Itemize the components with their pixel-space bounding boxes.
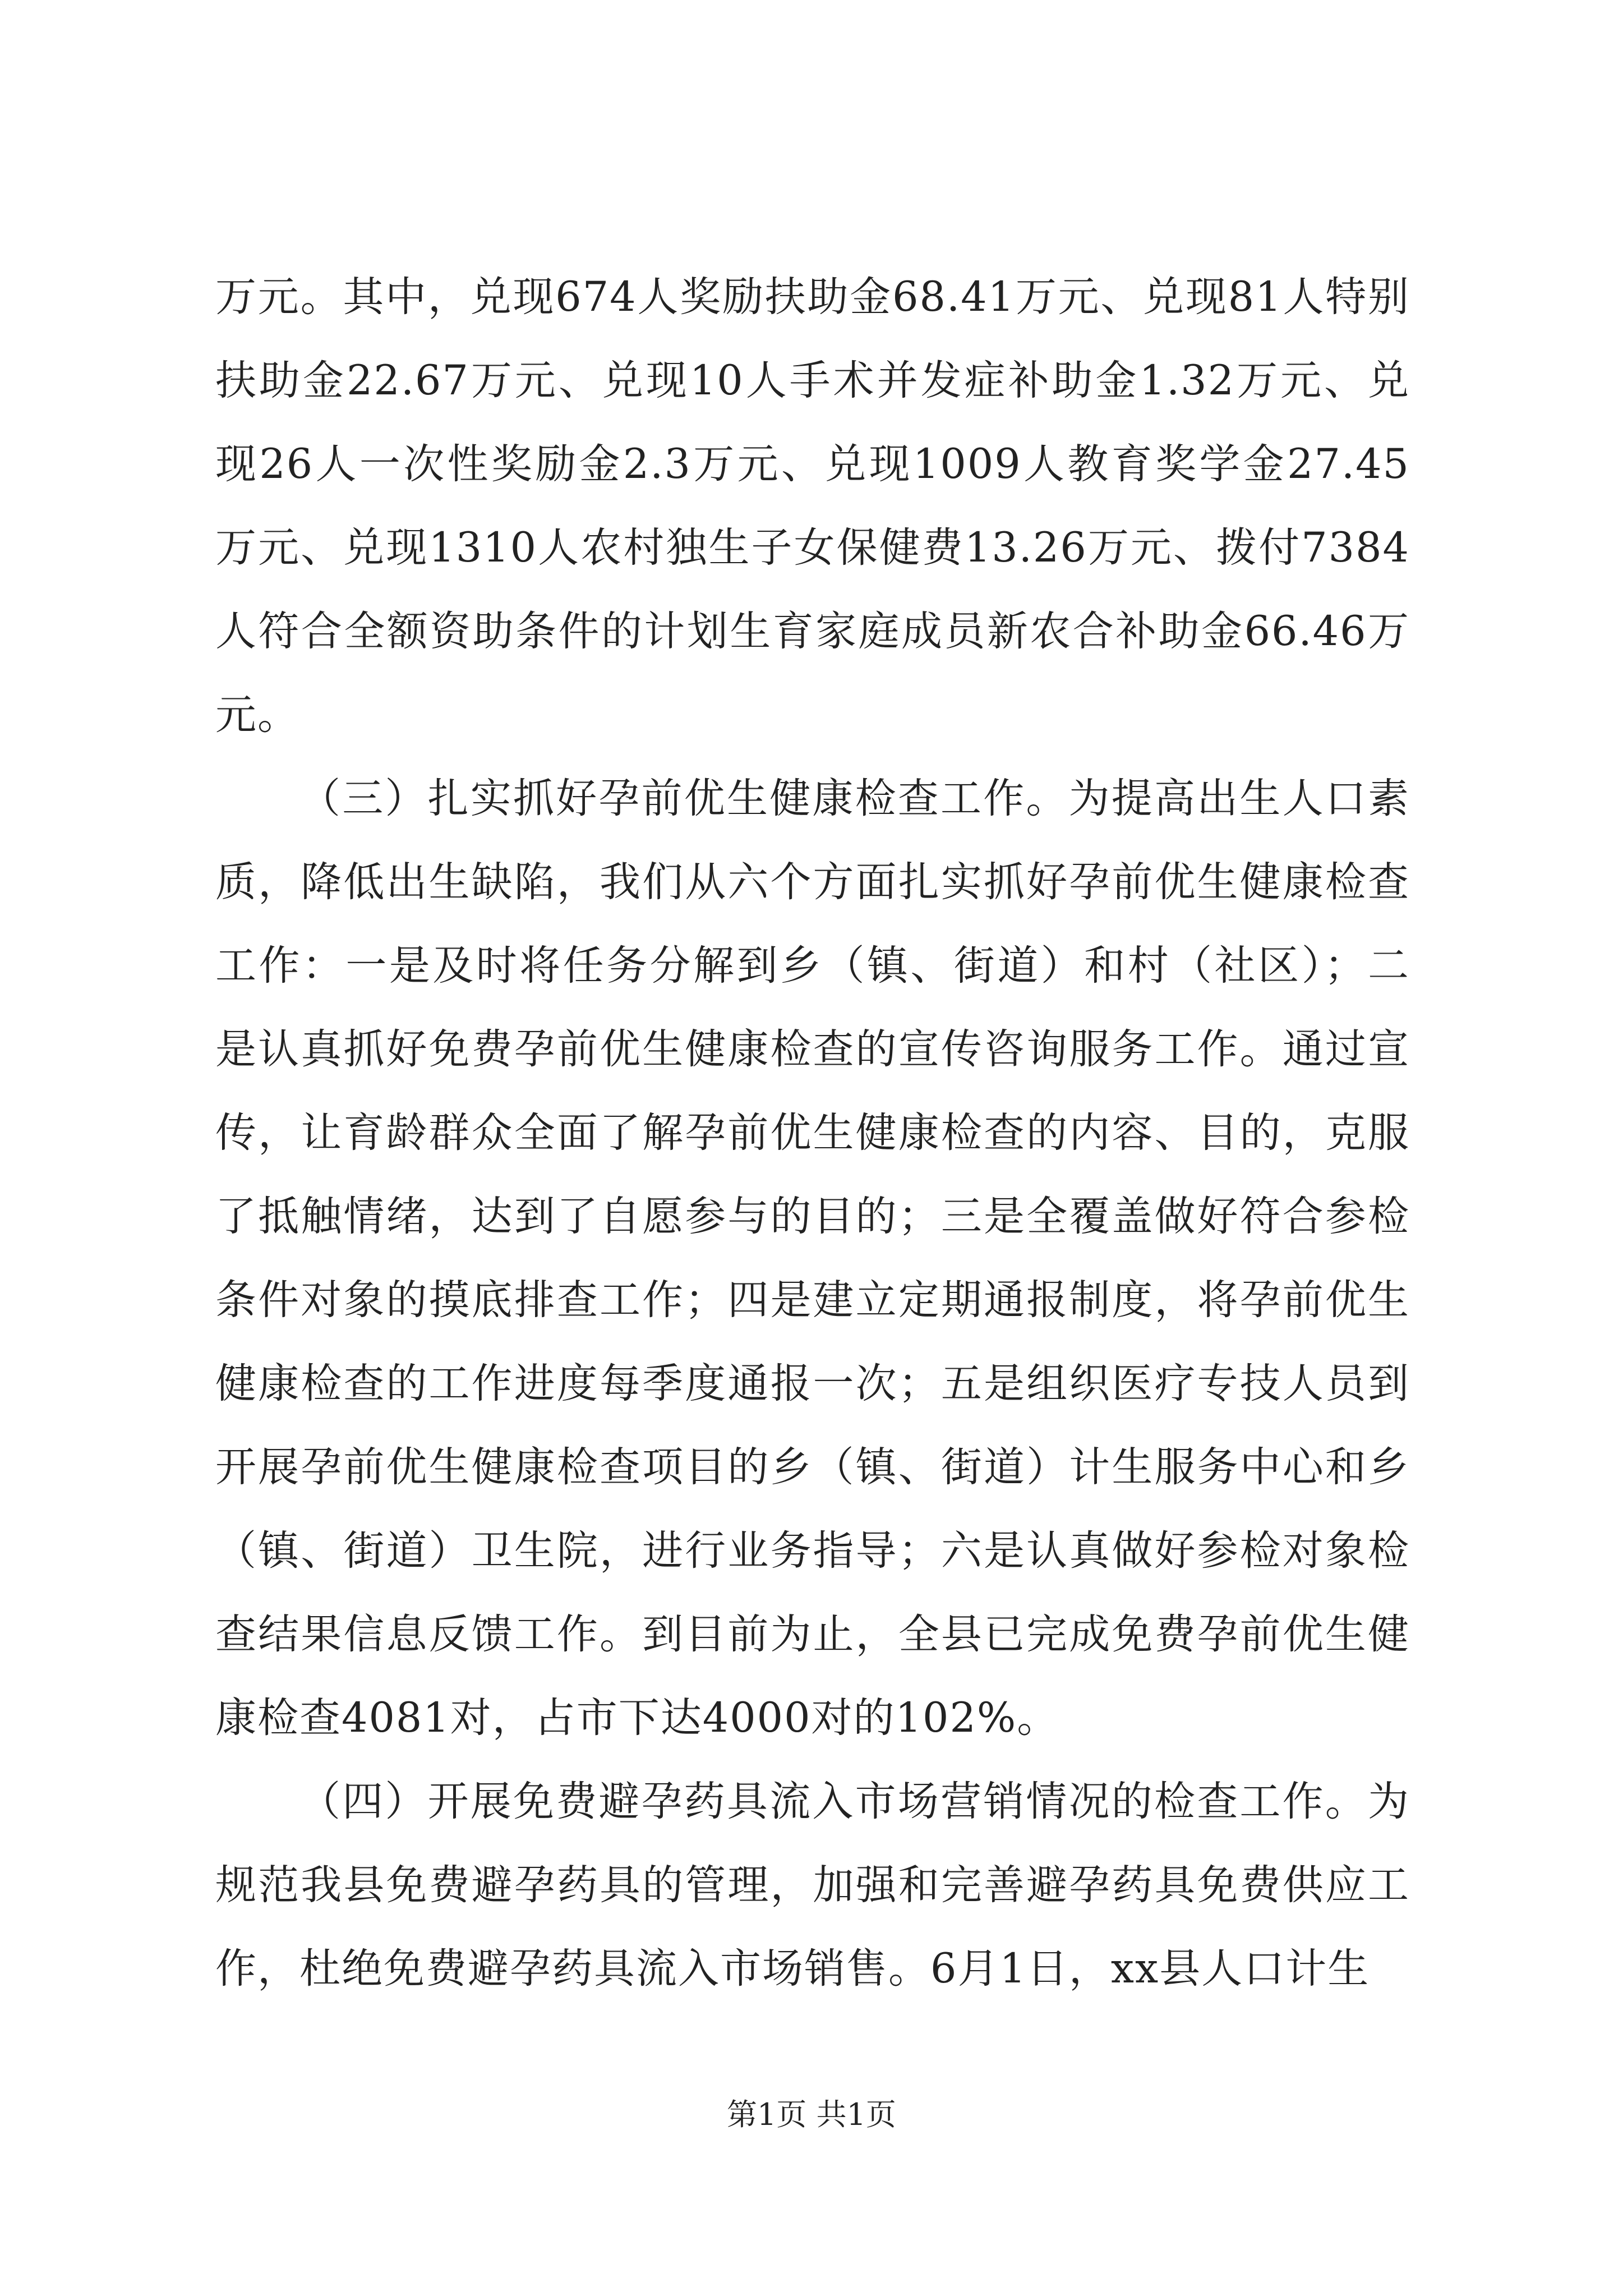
body-text — [215, 255, 1410, 2010]
paragraph-funds: 万元。其中，兑现674人奖励扶助金68.41万元、兑现81人特别扶助金22.67万元、兑现10人手术并发症补助金1.32万元、兑现26人一次性奖励金2.3万元、兑现1009人教育奖学金27.45万元、兑现1310人农村独生子女保健费13.26万元、拨付7384人符合全额资助条件的计划生育家庭成员新农合补助金66.46万元。 — [215, 273, 1410, 739]
paragraph-prepregnancy-check: （三）扎实抓好孕前优生健康检查工作。为提高出生人口素质，降低出生缺陷，我们从六个方面扎实抓好孕前优生健康检查工作：一是及时将任务分解到乡（镇、街道）和村（社区）；二是认真抓好免费孕前优生健康检查的宣传咨询服务工作。通过宣传，让育龄群众全面了解孕前优生健康检查的内容、目的，克服了抵触情绪，达到了自愿参与的目的；三是全覆盖做好符合参检条件对象的摸底排查工作；四是建立定期通报制度，将孕前优生健康检查的工作进度每季度通报一次；五是组织医疗专技人员到开展孕前优生健康检查项目的乡（镇、街道）计生服务中心和乡（镇、街道）卫生院，进行业务指导；六是认真做好参检对象检查结果信息反馈工作。到目前为止，全县已完成免费孕前优生健康检查4081对，占市下达4000对的102%。 — [215, 775, 1410, 1742]
paragraph-contraceptive-inspection: （四）开展免费避孕药具流入市场营销情况的检查工作。为规范我县免费避孕药具的管理，加强和完善避孕药具免费供应工作，杜绝免费避孕药具流入市场销售。6月1日，xx县人口计生 — [215, 1778, 1410, 1993]
page-number-footer: 第1页 共1页 — [727, 2097, 896, 2132]
